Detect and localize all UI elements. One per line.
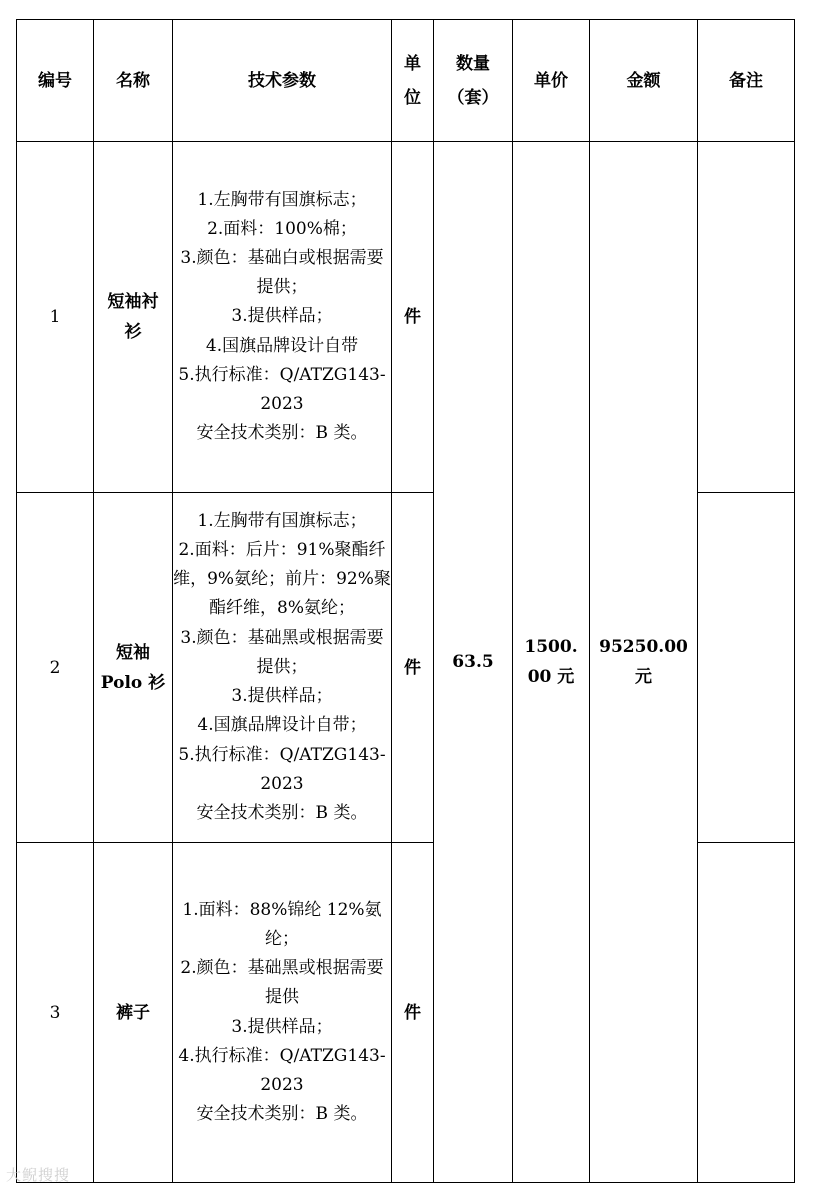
- param-line: 5.执行标准：Q/ATZG143-2023: [178, 744, 386, 794]
- header-price: 单价: [513, 20, 590, 142]
- header-unit: [392, 20, 434, 142]
- row-remark: [698, 493, 795, 843]
- price-line1: 1500.: [524, 637, 578, 657]
- row-unit: 件: [392, 493, 434, 843]
- header-no: 编号: [17, 20, 94, 142]
- row-unit: 件: [392, 843, 434, 1183]
- row-no: 1: [17, 142, 94, 493]
- row-name: [94, 493, 173, 843]
- watermark: 大鲵搜搜: [6, 1166, 71, 1184]
- header-name: 名称: [94, 20, 173, 142]
- param-line: 5.执行标准：Q/ATZG143-2023: [178, 364, 386, 414]
- row-name: [94, 142, 173, 493]
- param-line: 安全技术类别：B 类。: [196, 1104, 368, 1125]
- amount-line2: 元: [635, 667, 652, 687]
- merged-qty: 63.5: [434, 142, 513, 1183]
- row-name-line2: Polo 衫: [100, 672, 166, 693]
- param-line: 安全技术类别：B 类。: [196, 423, 368, 444]
- amount-line1: 95250.00: [599, 637, 688, 657]
- param-line: 3.颜色：基础黑或根据需要提供；: [180, 627, 384, 677]
- row-remark: [698, 843, 795, 1183]
- row-name-line1: 裤子: [116, 1002, 150, 1023]
- header-qty: [434, 20, 513, 142]
- header-row: [17, 20, 795, 142]
- header-unit-line1: 单: [404, 53, 421, 74]
- header-unit-line2: 位: [404, 87, 421, 108]
- param-line: 2.颜色：基础黑或根据需要提供: [180, 958, 384, 1008]
- row-name-line1: 短袖: [116, 642, 150, 663]
- row-name-line2: 衫: [124, 322, 142, 342]
- merged-price: [513, 142, 590, 1183]
- row-params: [173, 843, 392, 1183]
- param-line: 4.执行标准：Q/ATZG143-2023: [178, 1045, 386, 1095]
- row-name: [94, 843, 173, 1183]
- param-line: 安全技术类别：B 类。: [196, 802, 368, 823]
- param-line: 4.国旗品牌设计自带: [205, 335, 359, 356]
- price-line2: 00 元: [527, 667, 575, 687]
- param-line: 1.面料：88%锦纶 12%氨纶；: [182, 899, 382, 949]
- header-amount: 金额: [590, 20, 698, 142]
- header-qty-line2: （套）: [447, 87, 499, 108]
- param-line: 2.面料：100%棉；: [207, 218, 357, 239]
- row-remark: [698, 142, 795, 493]
- param-line: 3.提供样品；: [231, 306, 333, 327]
- param-line: 1.左胸带有国旗标志；: [197, 510, 367, 531]
- row-name-line1: 短袖衬: [107, 292, 159, 312]
- spec-table: [16, 19, 795, 1183]
- row-unit: 件: [392, 142, 434, 493]
- param-line: 4.国旗品牌设计自带；: [197, 715, 367, 736]
- merged-amount: [590, 142, 698, 1183]
- param-line: 3.颜色：基础白或根据需要提供；: [180, 247, 384, 298]
- row-params: [173, 493, 392, 843]
- header-params: 技术参数: [173, 20, 392, 142]
- header-remark: 备注: [698, 20, 795, 142]
- row-no: 3: [17, 843, 94, 1183]
- table-row: [17, 142, 795, 493]
- header-qty-line1: 数量: [456, 53, 490, 74]
- param-line: 3.提供样品；: [231, 1016, 333, 1037]
- row-params: [173, 142, 392, 493]
- param-line: 3.提供样品；: [231, 686, 333, 707]
- param-line: 2.面料：后片：91%聚酯纤维，9%氨纶；前片：92%聚酯纤维，8%氨纶；: [173, 540, 391, 619]
- param-line: 1.左胸带有国旗标志；: [197, 189, 367, 210]
- row-no: 2: [17, 493, 94, 843]
